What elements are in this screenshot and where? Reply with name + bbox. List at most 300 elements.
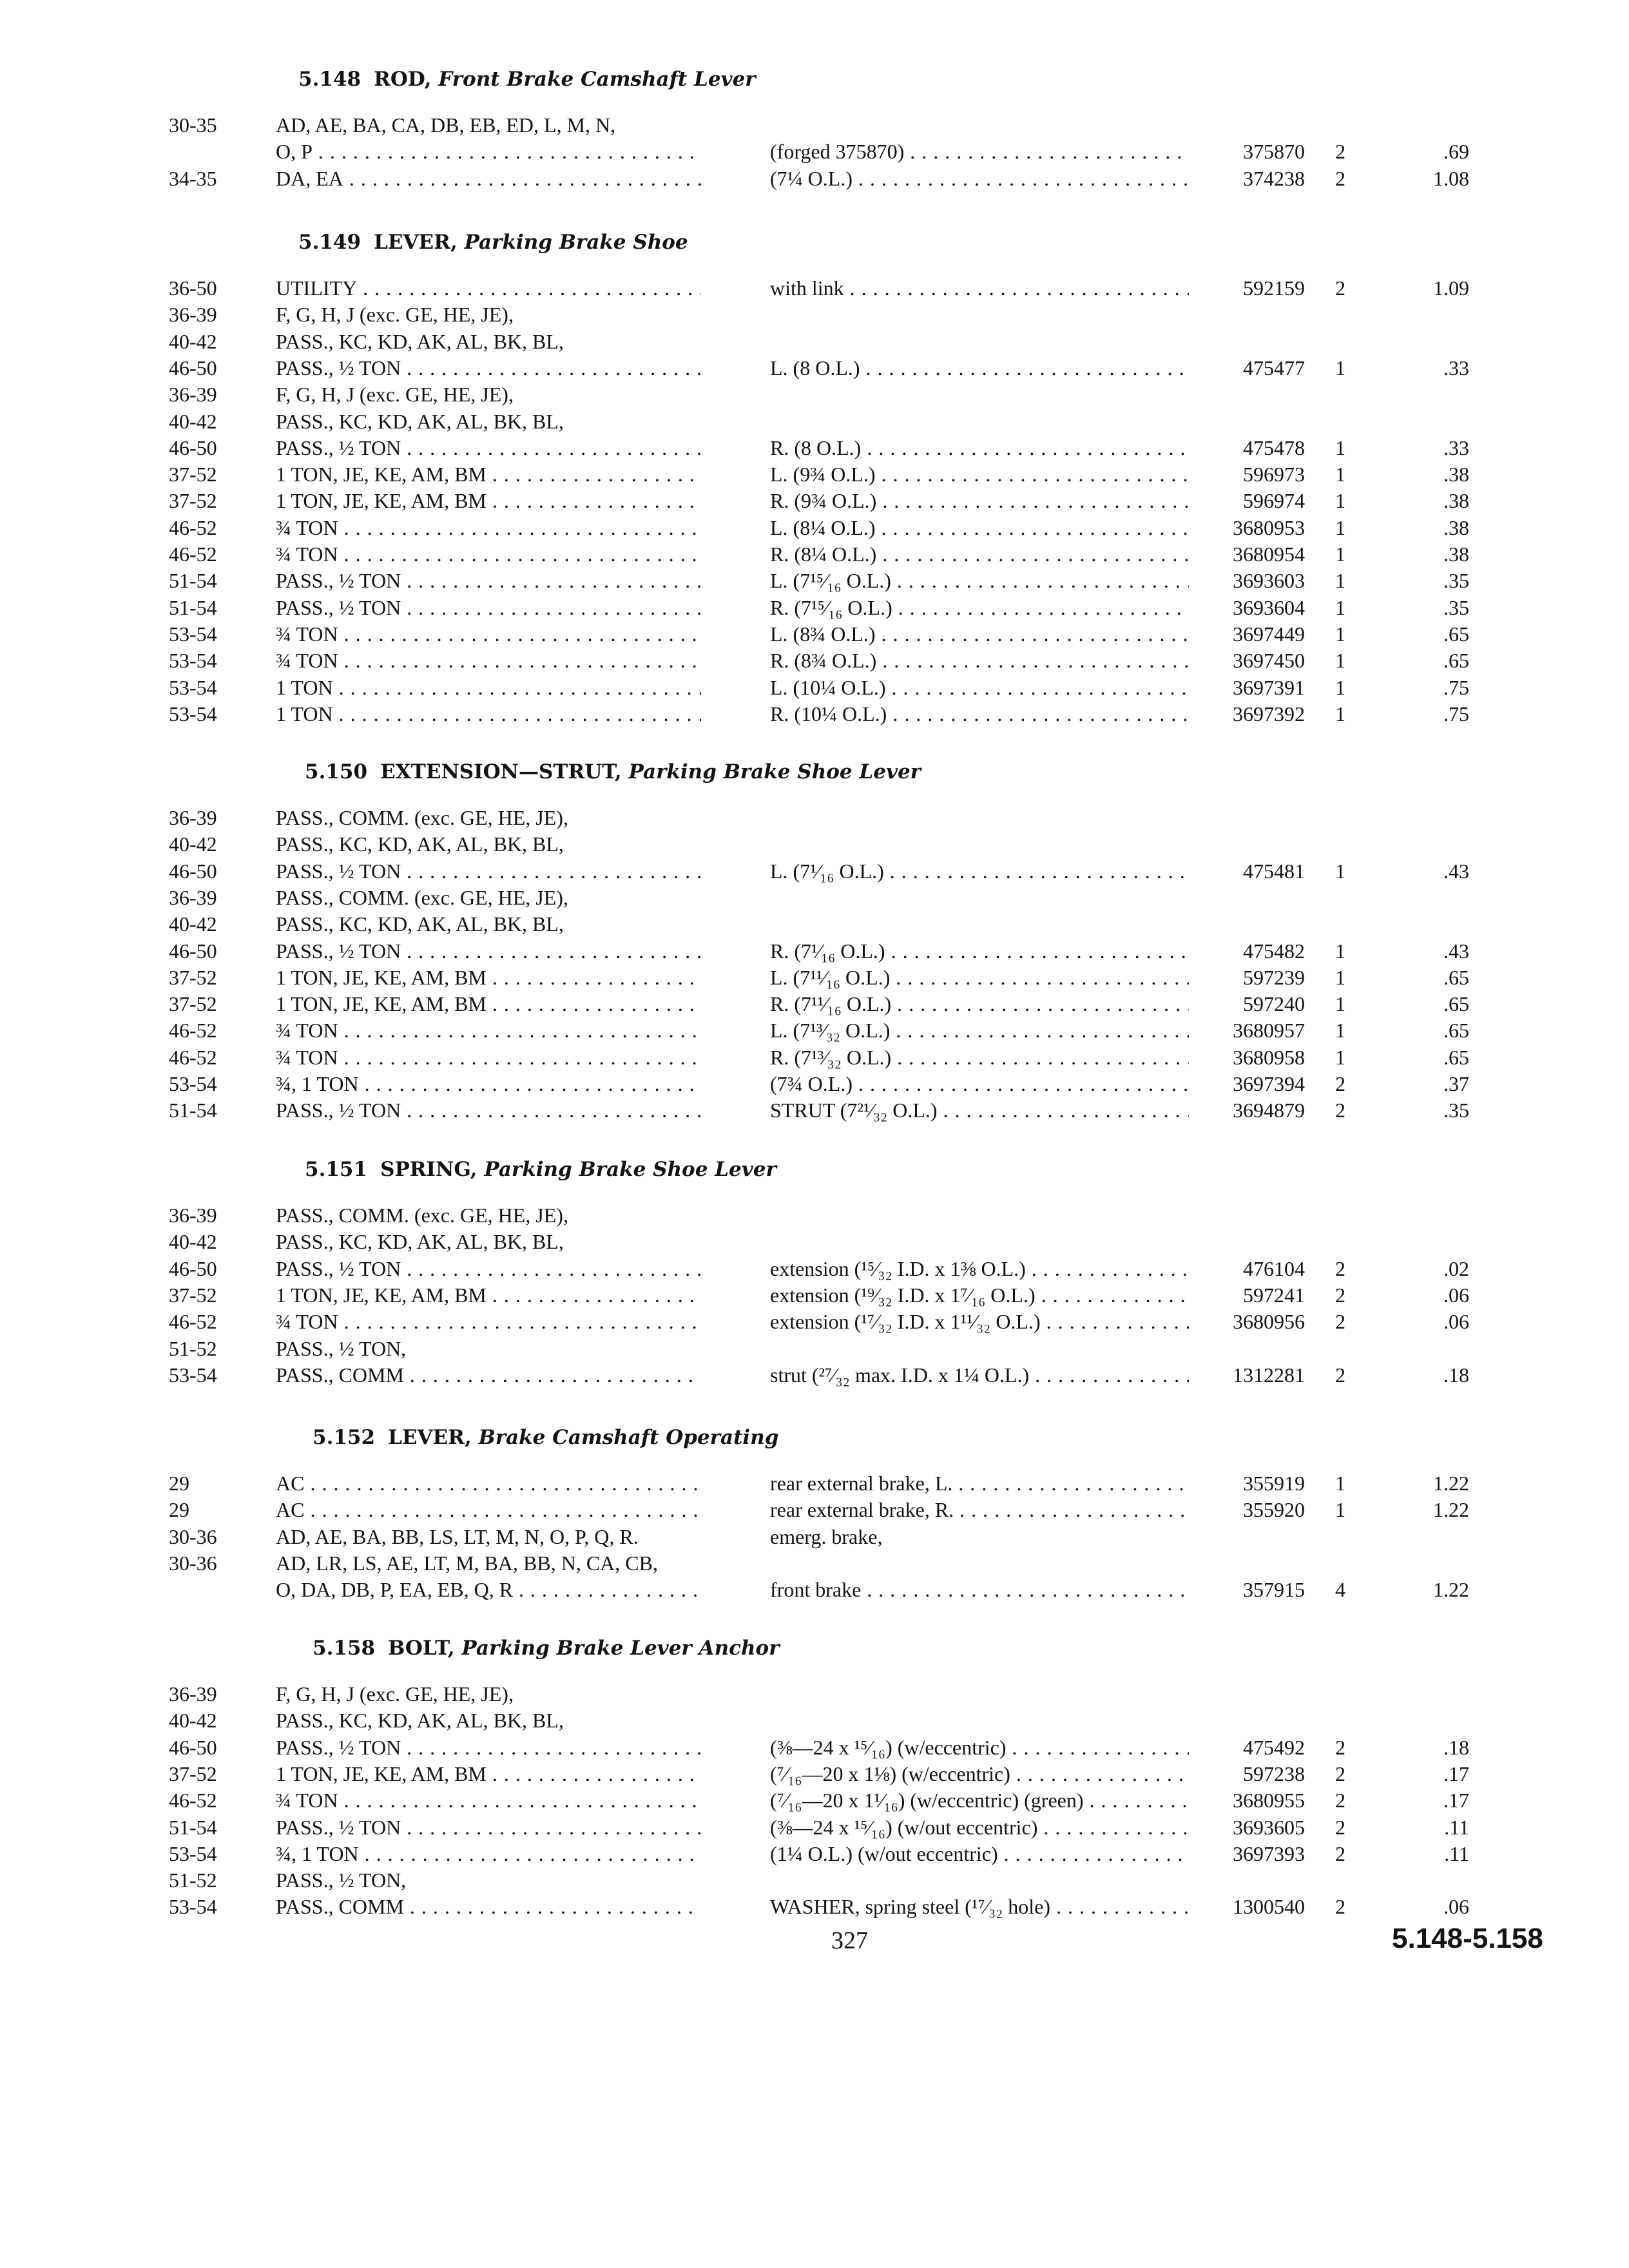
quantity-cell: 2 xyxy=(1335,1310,1345,1333)
price-cell: .43 xyxy=(1443,860,1469,883)
price-cell: .75 xyxy=(1443,676,1469,699)
models-cell: ¾, 1 TON . . . xyxy=(276,1072,701,1096)
table-row xyxy=(0,965,1629,990)
price-cell: .43 xyxy=(1443,939,1469,963)
price-cell: .06 xyxy=(1443,1895,1469,1918)
models-cell: ¾ TON . . . xyxy=(276,1309,701,1334)
part-number-cell: 476104 xyxy=(1243,1257,1305,1280)
models-cell: AD, LR, LS, AE, LT, M, BA, BB, N, CA, CB, xyxy=(276,1552,658,1575)
quantity-cell: 1 xyxy=(1335,992,1345,1015)
quantity-cell: 1 xyxy=(1335,436,1345,459)
section-number: 5.152 xyxy=(313,1426,376,1449)
models-cell: 1 TON, JE, KE, AM, BM . . . xyxy=(276,965,701,990)
price-cell: .33 xyxy=(1443,436,1469,459)
models-cell: PASS., ½ TON . . . xyxy=(276,1735,701,1760)
description-cell: extension (¹⁹⁄₃₂ I.D. x 1⁷⁄₁₆ O.L.) . . . xyxy=(770,1283,1189,1307)
part-number-cell: 3693603 xyxy=(1233,569,1305,592)
years-cell: 46-52 xyxy=(169,1046,217,1069)
models-cell: AC . . . xyxy=(276,1497,701,1522)
quantity-cell: 1 xyxy=(1335,463,1345,486)
part-number-cell: 3697450 xyxy=(1233,649,1305,672)
years-cell: 30-36 xyxy=(169,1552,217,1575)
years-cell: 46-50 xyxy=(169,356,217,380)
price-cell: .65 xyxy=(1443,622,1469,646)
years-cell: 40-42 xyxy=(169,1709,217,1732)
quantity-cell: 4 xyxy=(1335,1578,1345,1601)
price-cell: .38 xyxy=(1443,516,1469,539)
table-row xyxy=(0,1815,1629,1840)
description-cell: R. (8 O.L.) . . . xyxy=(770,436,1189,460)
section-part-name: EXTENSION—STRUT, xyxy=(380,760,622,783)
quantity-cell: 1 xyxy=(1335,543,1345,566)
quantity-cell: 1 xyxy=(1335,676,1345,699)
years-cell: 36-39 xyxy=(169,303,217,326)
description-cell: (⅜—24 x ¹⁵⁄₁₆) (w/eccentric) . . . xyxy=(770,1735,1189,1760)
part-number-cell: 1312281 xyxy=(1233,1363,1305,1387)
quantity-cell: 1 xyxy=(1335,860,1345,883)
table-row xyxy=(0,1098,1629,1122)
description-cell: (7¾ O.L.) . . . xyxy=(770,1072,1189,1096)
models-cell: O, P . . . xyxy=(276,139,701,164)
part-number-cell: 475492 xyxy=(1243,1736,1305,1759)
years-cell: 36-39 xyxy=(169,383,217,406)
table-row xyxy=(0,568,1629,593)
quantity-cell: 2 xyxy=(1335,1816,1345,1839)
table-row xyxy=(0,648,1629,673)
models-cell: ¾ TON . . . xyxy=(276,542,701,566)
section-part-name: SPRING, xyxy=(380,1158,477,1181)
table-row xyxy=(0,166,1629,191)
part-number-cell: 475477 xyxy=(1243,356,1305,380)
part-number-cell: 355919 xyxy=(1243,1472,1305,1495)
models-cell: ¾ TON . . . xyxy=(276,622,701,646)
years-cell: 46-52 xyxy=(169,516,217,539)
years-cell: 40-42 xyxy=(169,832,217,856)
section-number: 5.158 xyxy=(313,1637,376,1660)
quantity-cell: 1 xyxy=(1335,966,1345,989)
description-cell: R. (9¾ O.L.) . . . xyxy=(770,488,1189,513)
years-cell: 40-42 xyxy=(169,912,217,936)
part-number-cell: 597241 xyxy=(1243,1283,1305,1307)
section-description: Parking Brake Lever Anchor xyxy=(461,1637,780,1660)
price-cell: .06 xyxy=(1443,1283,1469,1307)
quantity-cell: 1 xyxy=(1335,489,1345,512)
price-cell: .06 xyxy=(1443,1310,1469,1333)
part-number-cell: 597240 xyxy=(1243,992,1305,1015)
part-number-cell: 3697394 xyxy=(1233,1072,1305,1095)
table-row xyxy=(0,1894,1629,1919)
price-cell: .17 xyxy=(1443,1789,1469,1812)
price-cell: .38 xyxy=(1443,463,1469,486)
table-row xyxy=(0,675,1629,700)
models-cell: PASS., ½ TON, xyxy=(276,1869,407,1892)
table-row xyxy=(0,409,1629,434)
table-row xyxy=(0,1788,1629,1812)
models-cell: 1 TON, JE, KE, AM, BM . . . xyxy=(276,1283,701,1307)
years-cell: 36-39 xyxy=(169,806,217,829)
table-row xyxy=(0,515,1629,540)
models-cell: O, DA, DB, P, EA, EB, Q, R . . . xyxy=(276,1577,701,1602)
price-cell: .18 xyxy=(1443,1736,1469,1759)
part-number-cell: 3680955 xyxy=(1233,1789,1305,1812)
years-cell: 53-54 xyxy=(169,1842,217,1865)
years-cell: 53-54 xyxy=(169,676,217,699)
part-number-cell: 597239 xyxy=(1243,966,1305,989)
table-row xyxy=(0,859,1629,883)
table-row xyxy=(0,113,1629,137)
models-cell: PASS., KC, KD, AK, AL, BK, BL, xyxy=(276,1230,564,1253)
years-cell: 37-52 xyxy=(169,463,217,486)
years-cell: 37-52 xyxy=(169,966,217,989)
models-cell: F, G, H, J (exc. GE, HE, JE), xyxy=(276,303,514,326)
models-cell: 1 TON . . . xyxy=(276,675,701,700)
description-cell: (forged 375870) . . . xyxy=(770,139,1189,164)
quantity-cell: 2 xyxy=(1335,1099,1345,1122)
part-number-cell: 475481 xyxy=(1243,860,1305,883)
price-cell: .18 xyxy=(1443,1363,1469,1387)
part-number-cell: 355920 xyxy=(1243,1498,1305,1521)
years-cell: 46-50 xyxy=(169,1257,217,1280)
price-cell: 1.22 xyxy=(1433,1578,1469,1601)
models-cell: ¾ TON . . . xyxy=(276,1018,701,1043)
section-title xyxy=(298,68,756,91)
price-cell: .69 xyxy=(1443,140,1469,163)
description-cell: R. (10¼ O.L.) . . . xyxy=(770,702,1189,726)
table-row xyxy=(0,1336,1629,1361)
description-cell: R. (7¹⁵⁄₁₆ O.L.) . . . xyxy=(770,595,1189,620)
years-cell: 51-52 xyxy=(169,1337,217,1360)
models-cell: PASS., COMM . . . xyxy=(276,1894,701,1919)
part-number-cell: 3697392 xyxy=(1233,702,1305,726)
models-cell: PASS., COMM. (exc. GE, HE, JE), xyxy=(276,886,568,909)
models-cell: PASS., KC, KD, AK, AL, BK, BL, xyxy=(276,1709,564,1732)
section-number: 5.148 xyxy=(298,68,361,91)
description-cell: L. (8¼ O.L.) . . . xyxy=(770,515,1189,540)
years-cell: 51-54 xyxy=(169,569,217,592)
part-number-cell: 3694879 xyxy=(1233,1099,1305,1122)
years-cell: 29 xyxy=(169,1472,189,1495)
price-cell: .35 xyxy=(1443,1099,1469,1122)
part-number-cell: 375870 xyxy=(1243,140,1305,163)
price-cell: 1.09 xyxy=(1433,276,1469,300)
description-cell: (⁷⁄₁₆—20 x 1⅛) (w/eccentric) . . . xyxy=(770,1762,1189,1786)
years-cell: 46-52 xyxy=(169,1310,217,1333)
table-row xyxy=(0,542,1629,566)
table-row xyxy=(0,1708,1629,1733)
years-cell: 53-54 xyxy=(169,1895,217,1918)
quantity-cell: 2 xyxy=(1335,140,1345,163)
years-cell: 51-54 xyxy=(169,1099,217,1122)
table-row xyxy=(0,462,1629,486)
quantity-cell: 1 xyxy=(1335,1472,1345,1495)
quantity-cell: 1 xyxy=(1335,596,1345,619)
price-cell: .38 xyxy=(1443,489,1469,512)
part-number-cell: 3697393 xyxy=(1233,1842,1305,1865)
section-number: 5.149 xyxy=(298,231,361,254)
part-number-cell: 1300540 xyxy=(1233,1895,1305,1918)
years-cell: 53-54 xyxy=(169,702,217,726)
price-cell: 1.22 xyxy=(1433,1498,1469,1521)
years-cell: 46-52 xyxy=(169,543,217,566)
models-cell: PASS., COMM . . . xyxy=(276,1363,701,1387)
table-row xyxy=(0,1018,1629,1043)
models-cell: F, G, H, J (exc. GE, HE, JE), xyxy=(276,1682,514,1706)
description-cell: rear external brake, L. . . . xyxy=(770,1471,1189,1495)
description-cell: emerg. brake, xyxy=(770,1525,883,1548)
models-cell: ¾ TON . . . xyxy=(276,648,701,673)
table-row xyxy=(0,436,1629,460)
years-cell: 37-52 xyxy=(169,1762,217,1785)
description-cell: front brake . . . xyxy=(770,1577,1189,1602)
quantity-cell: 1 xyxy=(1335,702,1345,726)
models-cell: PASS., ½ TON . . . xyxy=(276,1098,701,1122)
part-number-cell: 475478 xyxy=(1243,436,1305,459)
years-cell: 30-36 xyxy=(169,1525,217,1548)
models-cell: ¾, 1 TON . . . xyxy=(276,1841,701,1866)
table-row xyxy=(0,805,1629,830)
description-cell: STRUT (7²¹⁄₃₂ O.L.) . . . xyxy=(770,1098,1189,1122)
price-cell: .17 xyxy=(1443,1762,1469,1785)
section-part-name: LEVER, xyxy=(388,1426,472,1449)
quantity-cell: 2 xyxy=(1335,1762,1345,1785)
description-cell: extension (¹⁵⁄₃₂ I.D. x 1⅜ O.L.) . . . xyxy=(770,1256,1189,1281)
table-row xyxy=(0,1682,1629,1706)
models-cell: PASS., ½ TON . . . xyxy=(276,595,701,620)
years-cell: 53-54 xyxy=(169,1072,217,1095)
years-cell: 46-50 xyxy=(169,860,217,883)
years-cell: 37-52 xyxy=(169,992,217,1015)
models-cell: PASS., ½ TON, xyxy=(276,1337,407,1360)
price-cell: 1.22 xyxy=(1433,1472,1469,1495)
description-cell: rear external brake, R. . . . xyxy=(770,1497,1189,1522)
part-number-cell: 3680958 xyxy=(1233,1046,1305,1069)
description-cell: (⅜—24 x ¹⁵⁄₁₆) (w/out eccentric) . . . xyxy=(770,1815,1189,1840)
models-cell: AC . . . xyxy=(276,1471,701,1495)
models-cell: PASS., ½ TON . . . xyxy=(276,1815,701,1840)
table-row xyxy=(0,1735,1629,1760)
models-cell: PASS., ½ TON . . . xyxy=(276,436,701,460)
price-cell: .02 xyxy=(1443,1257,1469,1280)
part-number-cell: 475482 xyxy=(1243,939,1305,963)
table-row xyxy=(0,622,1629,646)
table-row xyxy=(0,1497,1629,1522)
table-row xyxy=(0,139,1629,164)
models-cell: PASS., KC, KD, AK, AL, BK, BL, xyxy=(276,330,564,353)
description-cell: L. (8¾ O.L.) . . . xyxy=(770,622,1189,646)
years-cell: 46-50 xyxy=(169,1736,217,1759)
models-cell: ¾ TON . . . xyxy=(276,1045,701,1070)
description-cell: R. (8¾ O.L.) . . . xyxy=(770,648,1189,673)
table-row xyxy=(0,1841,1629,1866)
description-cell: L. (7¹⁵⁄₁₆ O.L.) . . . xyxy=(770,568,1189,593)
description-cell: R. (8¼ O.L.) . . . xyxy=(770,542,1189,566)
quantity-cell: 2 xyxy=(1335,167,1345,190)
description-cell: R. (7¹¹⁄₁₆ O.L.) . . . xyxy=(770,992,1189,1016)
table-row xyxy=(0,329,1629,354)
years-cell: 36-39 xyxy=(169,1682,217,1706)
models-cell: 1 TON, JE, KE, AM, BM . . . xyxy=(276,1762,701,1786)
years-cell: 29 xyxy=(169,1498,189,1521)
table-row xyxy=(0,1229,1629,1254)
table-row xyxy=(0,1203,1629,1227)
quantity-cell: 2 xyxy=(1335,1072,1345,1095)
quantity-cell: 1 xyxy=(1335,1498,1345,1521)
table-row xyxy=(0,885,1629,910)
table-row xyxy=(0,1868,1629,1892)
years-cell: 53-54 xyxy=(169,649,217,672)
years-cell: 36-39 xyxy=(169,886,217,909)
table-row xyxy=(0,1072,1629,1096)
models-cell: PASS., COMM. (exc. GE, HE, JE), xyxy=(276,1204,568,1227)
description-cell: (1¼ O.L.) (w/out eccentric) . . . xyxy=(770,1841,1189,1866)
quantity-cell: 1 xyxy=(1335,356,1345,380)
part-number-cell: 357915 xyxy=(1243,1578,1305,1601)
table-row xyxy=(0,382,1629,407)
table-row xyxy=(0,939,1629,963)
years-cell: 51-52 xyxy=(169,1869,217,1892)
section-part-name: ROD, xyxy=(374,68,432,91)
price-cell: .65 xyxy=(1443,992,1469,1015)
part-number-cell: 3680956 xyxy=(1233,1310,1305,1333)
page-number: 327 xyxy=(831,1927,868,1954)
quantity-cell: 2 xyxy=(1335,1895,1345,1918)
table-row xyxy=(0,302,1629,327)
description-cell: (⁷⁄₁₆—20 x 1¹⁄₁₆) (w/eccentric) (green) . . . xyxy=(770,1788,1189,1812)
part-number-cell: 3697449 xyxy=(1233,622,1305,646)
models-cell: 1 TON, JE, KE, AM, BM . . . xyxy=(276,992,701,1016)
price-cell: .65 xyxy=(1443,649,1469,672)
price-cell: .35 xyxy=(1443,596,1469,619)
description-cell: with link . . . xyxy=(770,276,1189,300)
years-cell: 37-52 xyxy=(169,1283,217,1307)
section-description: Brake Camshaft Operating xyxy=(478,1426,779,1449)
description-cell: L. (7¹¹⁄₁₆ O.L.) . . . xyxy=(770,965,1189,990)
section-title xyxy=(313,1637,780,1660)
table-row xyxy=(0,702,1629,726)
description-cell: L. (8 O.L.) . . . xyxy=(770,356,1189,380)
models-cell: F, G, H, J (exc. GE, HE, JE), xyxy=(276,383,514,406)
table-row xyxy=(0,356,1629,380)
table-row xyxy=(0,1283,1629,1307)
section-description: Parking Brake Shoe Lever xyxy=(484,1158,776,1181)
section-title xyxy=(298,231,688,254)
description-cell: L. (7¹⁄₁₆ O.L.) . . . xyxy=(770,859,1189,883)
section-number: 5.150 xyxy=(305,760,368,783)
years-cell: 46-50 xyxy=(169,436,217,459)
description-cell: (7¼ O.L.) . . . xyxy=(770,166,1189,191)
price-cell: 1.08 xyxy=(1433,167,1469,190)
section-number: 5.151 xyxy=(305,1158,368,1181)
quantity-cell: 1 xyxy=(1335,622,1345,646)
table-row xyxy=(0,1363,1629,1387)
price-cell: .35 xyxy=(1443,569,1469,592)
section-description: Parking Brake Shoe Lever xyxy=(628,760,921,783)
models-cell: UTILITY . . . xyxy=(276,276,701,300)
description-cell: R. (7¹³⁄₃₂ O.L.) . . . xyxy=(770,1045,1189,1070)
years-cell: 40-42 xyxy=(169,330,217,353)
quantity-cell: 2 xyxy=(1335,1363,1345,1387)
part-number-cell: 3697391 xyxy=(1233,676,1305,699)
table-row xyxy=(0,1045,1629,1070)
years-cell: 37-52 xyxy=(169,489,217,512)
years-cell: 40-42 xyxy=(169,410,217,433)
quantity-cell: 2 xyxy=(1335,1842,1345,1865)
part-number-cell: 592159 xyxy=(1243,276,1305,300)
table-row xyxy=(0,912,1629,936)
section-description: Front Brake Camshaft Lever xyxy=(438,68,756,91)
models-cell: AD, AE, BA, BB, LS, LT, M, N, O, P, Q, R. xyxy=(276,1525,639,1548)
part-number-cell: 3680957 xyxy=(1233,1019,1305,1042)
part-number-cell: 597238 xyxy=(1243,1762,1305,1785)
years-cell: 53-54 xyxy=(169,1363,217,1387)
models-cell: DA, EA . . . xyxy=(276,166,701,191)
years-cell: 46-50 xyxy=(169,939,217,963)
description-cell: L. (9¾ O.L.) . . . xyxy=(770,462,1189,486)
part-number-cell: 3680954 xyxy=(1233,543,1305,566)
quantity-cell: 2 xyxy=(1335,1283,1345,1307)
section-title xyxy=(305,1158,776,1181)
description-cell: WASHER, spring steel (¹⁷⁄₃₂ hole) . . . xyxy=(770,1894,1189,1919)
part-number-cell: 374238 xyxy=(1243,167,1305,190)
description-cell: L. (10¼ O.L.) . . . xyxy=(770,675,1189,700)
models-cell: PASS., ½ TON . . . xyxy=(276,939,701,963)
description-cell: strut (²⁷⁄₃₂ max. I.D. x 1¼ O.L.) . . . xyxy=(770,1363,1189,1387)
models-cell: PASS., ½ TON . . . xyxy=(276,1256,701,1281)
years-cell: 36-39 xyxy=(169,1204,217,1227)
models-cell: PASS., COMM. (exc. GE, HE, JE), xyxy=(276,806,568,829)
models-cell: PASS., ½ TON . . . xyxy=(276,356,701,380)
table-row xyxy=(0,992,1629,1016)
price-cell: .38 xyxy=(1443,543,1469,566)
description-cell: R. (7¹⁄₁₆ O.L.) . . . xyxy=(770,939,1189,963)
years-cell: 46-52 xyxy=(169,1019,217,1042)
price-cell: .37 xyxy=(1443,1072,1469,1095)
models-cell: PASS., ½ TON . . . xyxy=(276,568,701,593)
page-range: 5.148-5.158 xyxy=(1392,1923,1543,1954)
models-cell: 1 TON, JE, KE, AM, BM . . . xyxy=(276,488,701,513)
table-row xyxy=(0,1551,1629,1575)
models-cell: 1 TON . . . xyxy=(276,702,701,726)
section-part-name: LEVER, xyxy=(374,231,458,254)
price-cell: .11 xyxy=(1444,1842,1469,1865)
quantity-cell: 1 xyxy=(1335,939,1345,963)
models-cell: ¾ TON . . . xyxy=(276,515,701,540)
years-cell: 51-54 xyxy=(169,596,217,619)
price-cell: .65 xyxy=(1443,1019,1469,1042)
section-title xyxy=(305,760,921,783)
models-cell: AD, AE, BA, CA, DB, EB, ED, L, M, N, xyxy=(276,113,616,137)
table-row xyxy=(0,1256,1629,1281)
years-cell: 51-54 xyxy=(169,1816,217,1839)
table-row xyxy=(0,1577,1629,1602)
part-number-cell: 3693604 xyxy=(1233,596,1305,619)
table-row xyxy=(0,1309,1629,1334)
part-number-cell: 596973 xyxy=(1243,463,1305,486)
models-cell: PASS., ½ TON . . . xyxy=(276,859,701,883)
years-cell: 34-35 xyxy=(169,167,217,190)
models-cell: 1 TON, JE, KE, AM, BM . . . xyxy=(276,462,701,486)
quantity-cell: 1 xyxy=(1335,1046,1345,1069)
quantity-cell: 2 xyxy=(1335,276,1345,300)
quantity-cell: 2 xyxy=(1335,1789,1345,1812)
quantity-cell: 1 xyxy=(1335,516,1345,539)
section-description: Parking Brake Shoe xyxy=(464,231,688,254)
table-row xyxy=(0,595,1629,620)
table-row xyxy=(0,276,1629,300)
section-title xyxy=(313,1426,778,1449)
price-cell: .65 xyxy=(1443,966,1469,989)
years-cell: 30-35 xyxy=(169,113,217,137)
